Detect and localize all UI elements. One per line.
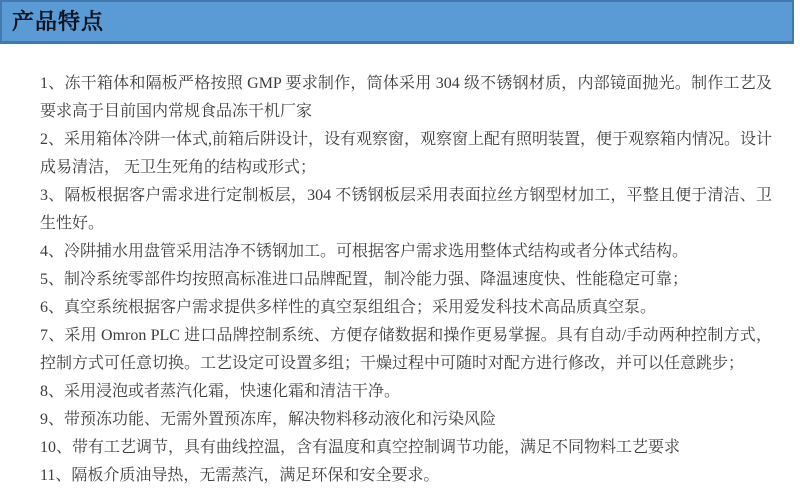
feature-item-7: 7、采用 Omron PLC 进口品牌控制系统、方便存储数据和操作更易掌握。具有自动/手动两种控制方式，控制方式可任意切换。工艺设定可设置多组；干燥过程中可随时对配方进行修改，并可以任意跳步； — [40, 327, 772, 372]
feature-item-1: 1、冻干箱体和隔板严格按照 GMP 要求制作，筒体采用 304 级不锈钢材质，内部镜面抛光。制作工艺及要求高于目前国内常规食品冻干机厂家 — [40, 75, 772, 120]
feature-item-10: 10、带有工艺调节，具有曲线控温，含有温度和真空控制调节功能，满足不同物料工艺要求 — [40, 439, 681, 456]
feature-item-5: 5、制冷系统零部件均按照高标准进口品牌配置，制冷能力强、降温速度快、性能稳定可靠； — [40, 271, 689, 288]
feature-item-6: 6、真空系统根据客户需求提供多样性的真空泵组组合；采用爱发科技术高品质真空泵。 — [40, 299, 657, 316]
feature-item-9: 9、带预冻功能、无需外置预冻库，解决物料移动液化和污染风险 — [40, 411, 497, 428]
feature-item-8: 8、采用浸泡或者蒸汽化霜，快速化霜和清洁干净。 — [40, 383, 401, 400]
section-header-bar — [0, 0, 794, 44]
feature-item-4: 4、冷阱捕水用盘管采用洁净不锈钢加工。可根据客户需求选用整体式结构或者分体式结构。 — [40, 243, 689, 260]
feature-item-11: 11、隔板介质油导热，无需蒸汽，满足环保和安全要求。 — [40, 467, 440, 484]
feature-list — [0, 44, 800, 490]
feature-item-3: 3、隔板根据客户需求进行定制板层，304 不锈钢板层采用表面拉丝方钢型材加工，平整且便于清洁、卫生性好。 — [40, 187, 772, 232]
section-title: 产品特点 — [12, 8, 105, 34]
feature-item-2: 2、采用箱体冷阱一体式,前箱后阱设计，设有观察窗，观察窗上配有照明装置，便于观察箱内情况。设计成易清洁， 无卫生死角的结构或形式； — [40, 131, 773, 176]
